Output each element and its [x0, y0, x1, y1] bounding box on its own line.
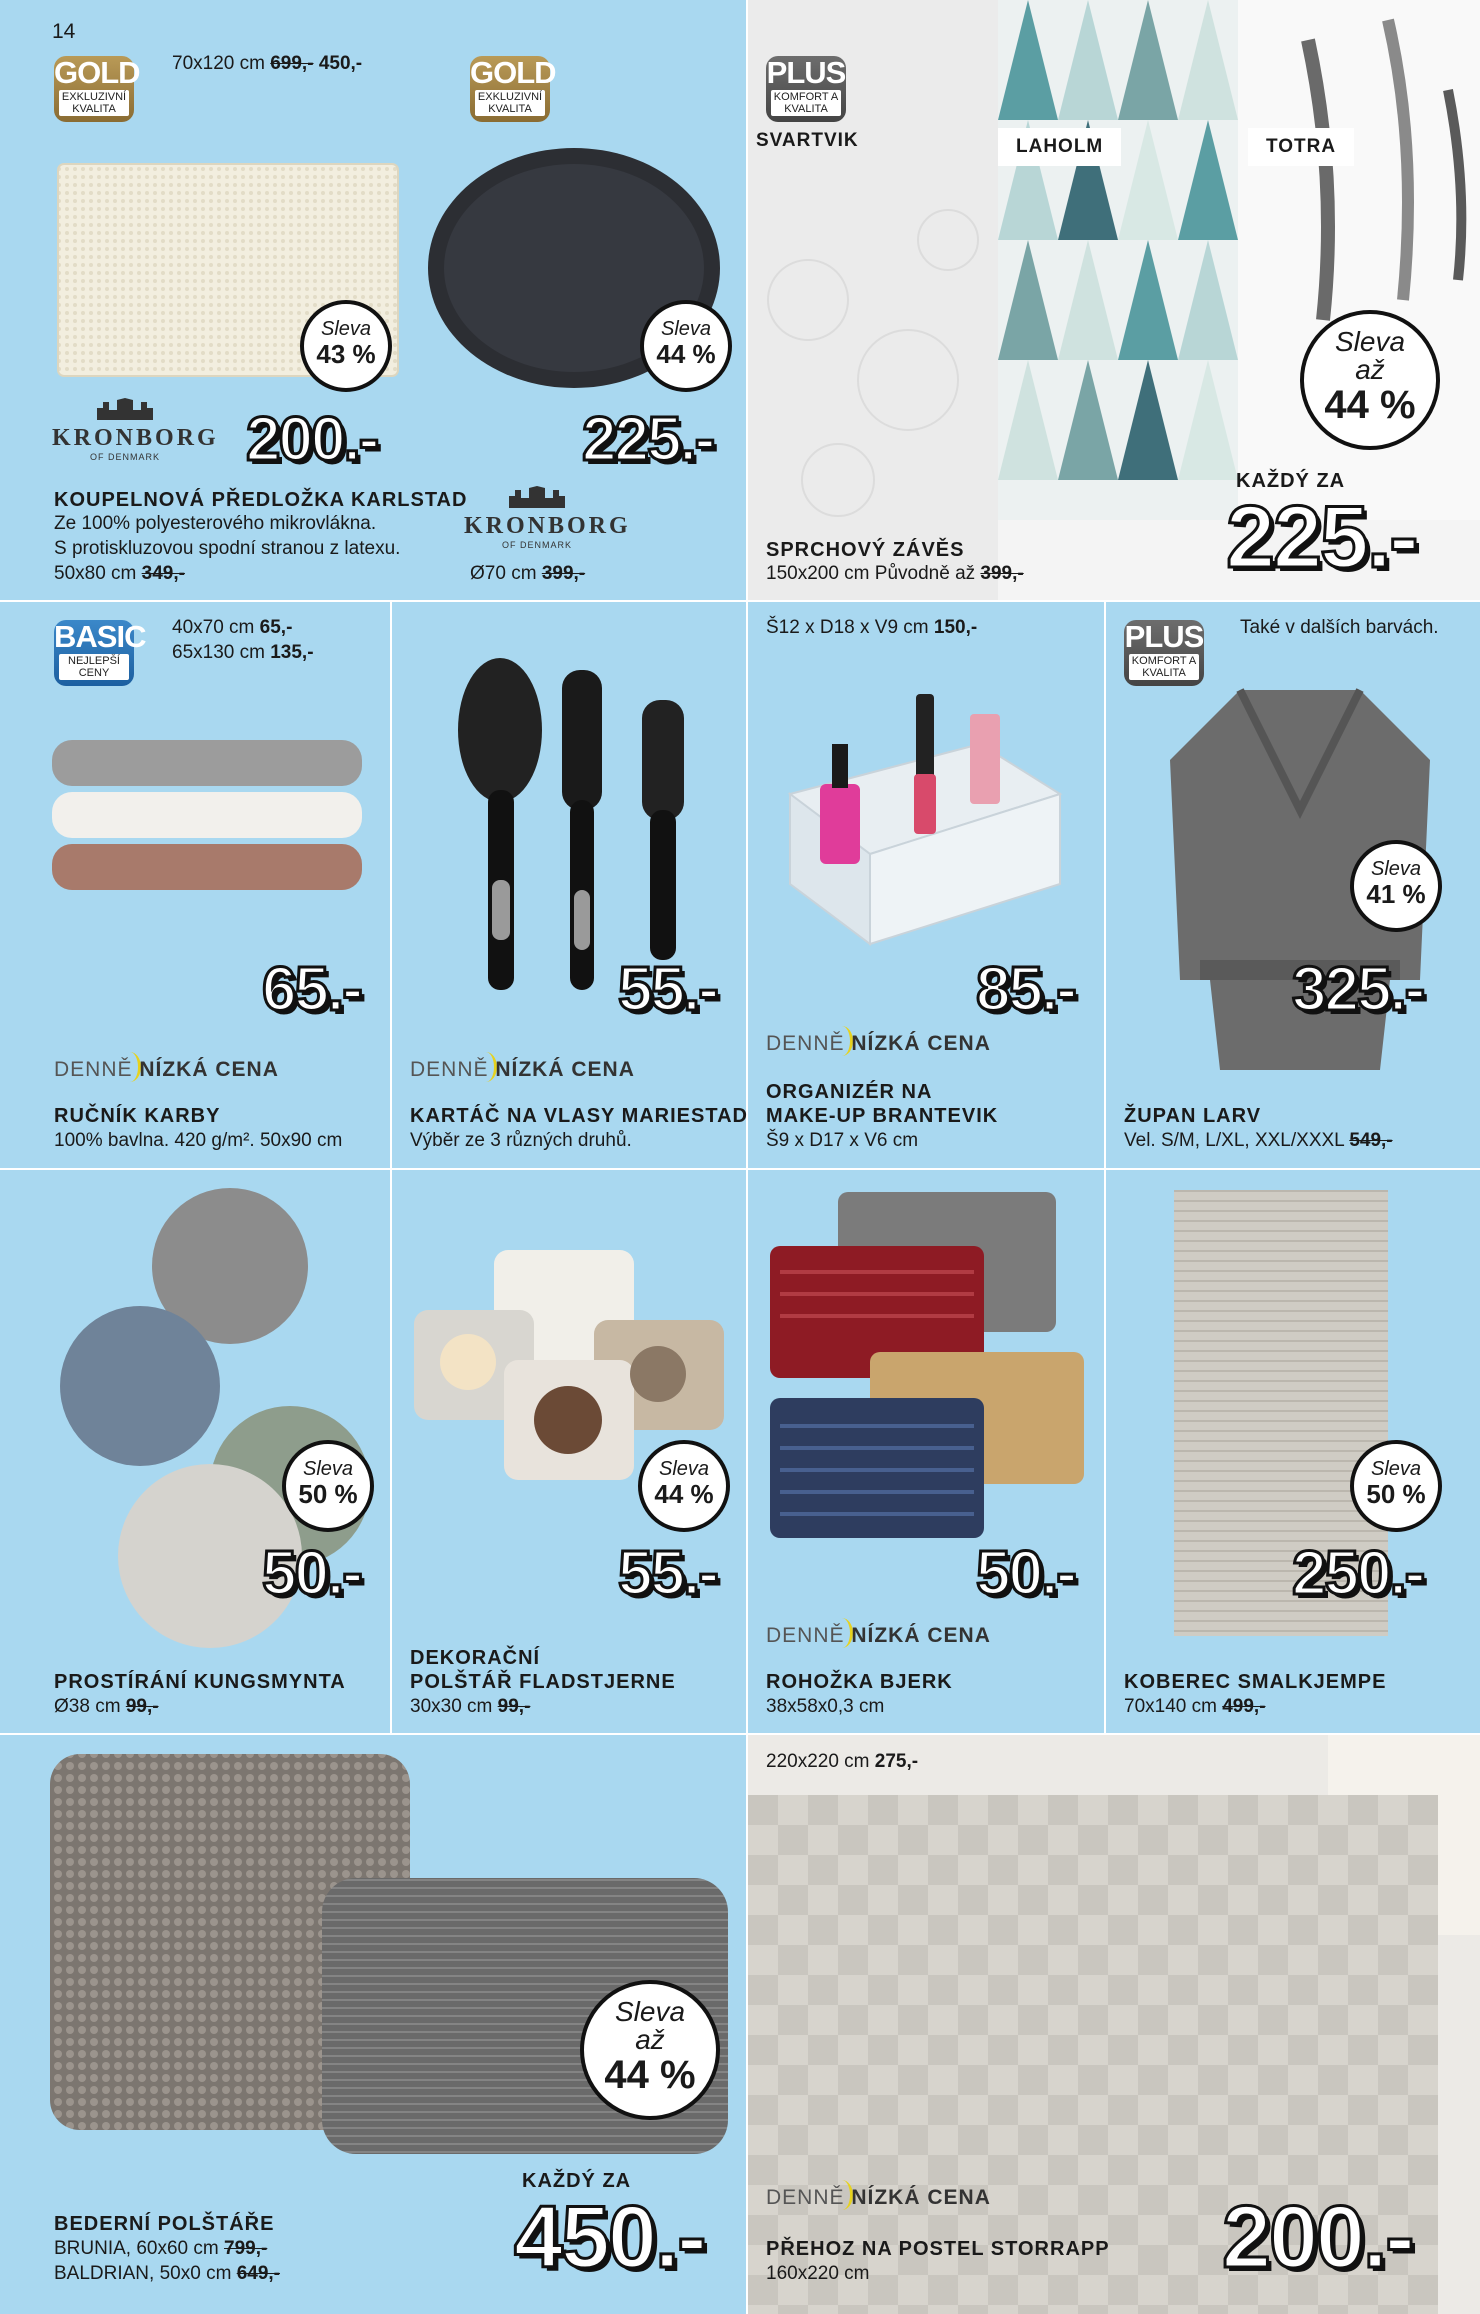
- storrapp-desc: 160x220 cm: [766, 2263, 870, 2284]
- discount-bubble: Sleva 50 %: [1350, 1440, 1442, 1532]
- mariestad-desc: Výběr ze 3 různých druhů.: [410, 1130, 632, 1151]
- moon-icon: [831, 1026, 853, 1056]
- brantevik-desc: Š9 x D17 x V6 cm: [766, 1130, 919, 1151]
- karby-size-1: 40x70 cm 65,-: [172, 617, 293, 638]
- curtain-title: SPRCHOVÝ ZÁVĚS: [766, 539, 965, 561]
- moon-icon: [831, 2180, 853, 2210]
- storrapp-size-price: 220x220 cm 275,-: [766, 1751, 919, 1772]
- discount-bubble: Sleva 44 %: [640, 300, 732, 392]
- plus-quality-badge: PLUS KOMFORT A KVALITA: [1124, 620, 1204, 686]
- kungsmynta-title: PROSTÍRÁNÍ KUNGSMYNTA: [54, 1671, 346, 1693]
- gold-quality-badge: GOLD EXKLUZIVNÍ KVALITA: [54, 56, 134, 122]
- curtain-name-laholm: LAHOLM: [998, 128, 1121, 166]
- pillows-title: BEDERNÍ POLŠTÁŘE: [54, 2213, 275, 2235]
- crown-castle-icon: [95, 398, 155, 420]
- denne-nizka-cena-logo: DENNĚ NÍZKÁ CENA: [410, 1052, 635, 1082]
- moon-icon: [831, 1618, 853, 1648]
- smalkjempe-price: 250.-: [1292, 1539, 1424, 1608]
- discount-bubble: Sleva až 44 %: [1300, 310, 1440, 450]
- karby-title: RUČNÍK KARBY: [54, 1105, 221, 1127]
- bjerk-title: ROHOŽKA BJERK: [766, 1671, 953, 1693]
- karby-price: 65.-: [262, 955, 361, 1024]
- kronborg-logo: KRONBORG OF DENMARK: [464, 486, 610, 550]
- smalkjempe-desc: 70x140 cm 499,-: [1124, 1696, 1266, 1717]
- discount-bubble: Sleva 41 %: [1350, 840, 1442, 932]
- karlstad-desc-1: Ze 100% polyesterového mikrovlákna.: [54, 513, 377, 534]
- denne-nizka-cena-logo: DENNĚ NÍZKÁ CENA: [766, 2180, 991, 2210]
- larv-note: Také v dalších barvách.: [1240, 617, 1439, 638]
- kungsmynta-desc: Ø38 cm 99,-: [54, 1696, 159, 1717]
- crown-castle-icon: [507, 486, 567, 508]
- bjerk-price: 50.-: [976, 1539, 1075, 1608]
- storrapp-price: 200.-: [1222, 2187, 1413, 2286]
- denne-nizka-cena-logo: DENNĚ NÍZKÁ CENA: [766, 1618, 991, 1648]
- karlstad-size-price: 70x120 cm 699,- 450,-: [172, 53, 363, 74]
- fladstjerne-desc: 30x30 cm 99,-: [410, 1696, 531, 1717]
- bjerk-desc: 38x58x0,3 cm: [766, 1696, 885, 1717]
- curtain-desc: 150x200 cm Původně až 399,-: [766, 563, 1024, 584]
- karby-size-2: 65x130 cm 135,-: [172, 642, 314, 663]
- discount-bubble: Sleva 50 %: [282, 1440, 374, 1532]
- denne-nizka-cena-logo: DENNĚ NÍZKÁ CENA: [54, 1052, 279, 1082]
- denne-nizka-cena-logo: DENNĚ NÍZKÁ CENA: [766, 1026, 991, 1056]
- moon-icon: [475, 1052, 497, 1082]
- brantevik-price: 85.-: [976, 955, 1075, 1024]
- fladstjerne-title-2: POLŠTÁŘ FLADSTJERNE: [410, 1671, 676, 1693]
- curtain-name-totra: TOTRA: [1248, 128, 1354, 166]
- discount-bubble: Sleva 44 %: [638, 1440, 730, 1532]
- gold-quality-badge: GOLD EXKLUZIVNÍ KVALITA: [470, 56, 550, 122]
- fladstjerne-price: 55.-: [618, 1539, 717, 1608]
- towels-image: [46, 730, 372, 900]
- kronborg-logo: KRONBORG OF DENMARK: [52, 398, 198, 462]
- pillows-line-2: BALDRIAN, 50x0 cm 649,-: [54, 2263, 280, 2284]
- curtain-name-svartvik: SVARTVIK: [756, 130, 859, 151]
- mariestad-title: KARTÁČ NA VLASY MARIESTAD: [410, 1105, 748, 1127]
- pillows-price: 450.-: [514, 2187, 705, 2286]
- divider: [390, 600, 392, 1733]
- kazdy-za-label: KAŽDÝ ZA: [522, 2170, 632, 2192]
- larv-title: ŽUPAN LARV: [1124, 1105, 1262, 1127]
- discount-bubble: Sleva až 44 %: [580, 1980, 720, 2120]
- fladstjerne-title-1: DEKORAČNÍ: [410, 1647, 541, 1669]
- divider: [1104, 600, 1106, 1733]
- page-number: 14: [52, 20, 76, 43]
- karlstad-desc-2: S protiskluzovou spodní stranou z latexu.: [54, 538, 401, 559]
- moon-icon: [119, 1052, 141, 1082]
- karlstad-price: 200.-: [246, 405, 378, 474]
- divider: [0, 600, 1480, 602]
- kazdy-za-label: KAŽDÝ ZA: [1236, 470, 1346, 492]
- karby-desc: 100% bavlna. 420 g/m². 50x90 cm: [54, 1130, 343, 1151]
- brantevik-size-price: Š12 x D18 x V9 cm 150,-: [766, 617, 978, 638]
- makeup-organizer-image: [780, 684, 1070, 954]
- larv-price: 325.-: [1292, 955, 1424, 1024]
- brantevik-title-2: MAKE-UP BRANTEVIK: [766, 1105, 999, 1127]
- storrapp-title: PŘEHOZ NA POSTEL STORRAPP: [766, 2238, 1110, 2260]
- karlstad-title: KOUPELNOVÁ PŘEDLOŽKA KARLSTAD: [54, 489, 468, 511]
- kungsmynta-price: 50.-: [262, 1539, 361, 1608]
- karlstad-desc-3: 50x80 cm 349,-: [54, 563, 185, 584]
- larv-desc: Vel. S/M, L/XL, XXL/XXXL 549,-: [1124, 1130, 1393, 1151]
- smalkjempe-title: KOBEREC SMALKJEMPE: [1124, 1671, 1387, 1693]
- curtain-price: 225.-: [1226, 487, 1417, 586]
- basic-quality-badge: BASIC NEJLEPŠÍ CENY: [54, 620, 134, 686]
- mariestad-price: 55.-: [618, 955, 717, 1024]
- brantevik-title-1: ORGANIZÉR NA: [766, 1081, 933, 1103]
- plus-quality-badge: PLUS KOMFORT A KVALITA: [766, 56, 846, 122]
- discount-bubble: Sleva 43 %: [300, 300, 392, 392]
- round-rug-desc: Ø70 cm 399,-: [470, 563, 586, 584]
- divider: [0, 1168, 1480, 1170]
- doormats-image: [766, 1186, 1096, 1556]
- pillows-line-1: BRUNIA, 60x60 cm 799,-: [54, 2238, 268, 2259]
- round-rug-price: 225.-: [582, 405, 714, 474]
